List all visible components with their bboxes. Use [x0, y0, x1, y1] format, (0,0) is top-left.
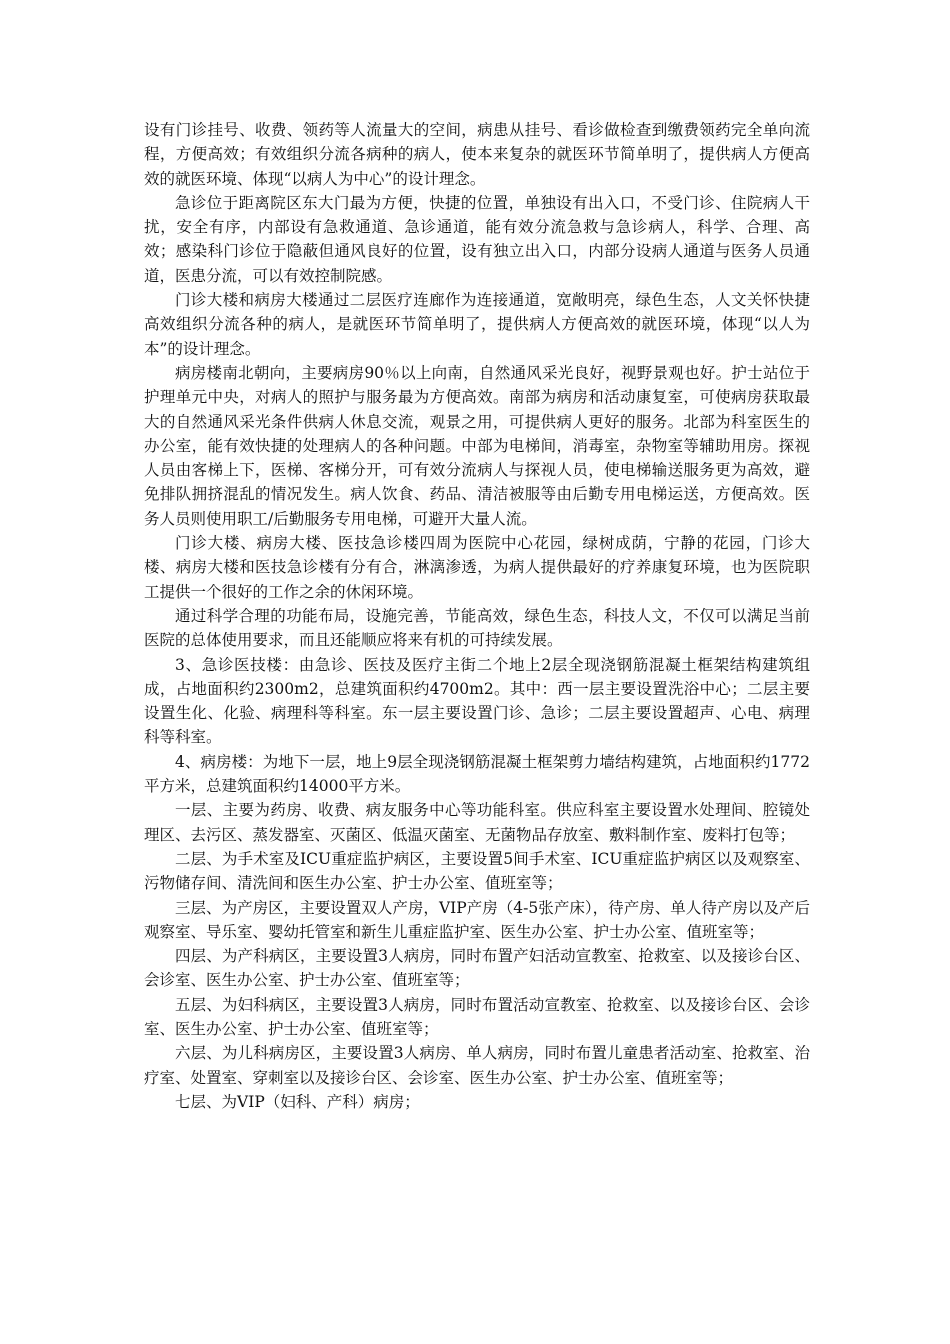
paragraph-3: 门诊大楼和病房大楼通过二层医疗连廊作为连接通道，宽敞明亮，绿色生态，人文关怀快捷高效组织分流各种的病人，是就医环节简单明了，提供病人方便高效的就医环境，体现“以人为本”的设计理念。 — [144, 291, 810, 358]
paragraph-11: 三层、为产房区，主要设置双人产房，VIP产房（4-5张产床），待产房、单人待产房以及产后观察室、导乐室、婴幼托管室和新生儿重症监护室、医生办公室、护士办公室、值班室等； — [144, 898, 810, 941]
paragraph-8: 4、病房楼：为地下一层，地上9层全现浇钢筋混凝土框架剪力墙结构建筑，占地面积约1772平方米，总建筑面积约14000平方米。 — [144, 752, 810, 796]
paragraph-13: 五层、为妇科病区，主要设置3人病房，同时布置活动宣教室、抢救室、以及接诊台区、会诊室、医生办公室、护士办公室、值班室等； — [144, 995, 810, 1038]
paragraph-5: 门诊大楼、病房大楼、医技急诊楼四周为医院中心花园，绿树成荫，宁静的花园，门诊大楼、病房大楼和医技急诊楼有分有合，淋漓渗透，为病人提供最好的疗养康复环境，也为医院职工提供一个很好的工作之余的休闲环境。 — [144, 534, 810, 601]
paragraph-2: 急诊位于距离院区东大门最为方便，快捷的位置，单独设有出入口，不受门诊、住院病人干扰，安全有序，内部设有急救通道、急诊通道，能有效分流急救与急诊病人，科学、合理、高效；感染科门诊位于隐蔽但通风良好的位置，设有独立出入口，内部分设病人通道与医务人员通道，医患分流，可以有效控制院感。 — [144, 193, 810, 285]
paragraph-1: 设有门诊挂号、收费、领药等人流量大的空间，病患从挂号、看诊做检查到缴费领药完全单向流程，方便高效；有效组织分流各病种的病人，使本来复杂的就医环节简单明了，提供病人方便高效的就医环境、体现“以病人为中心”的设计理念。 — [144, 121, 810, 188]
paragraph-4: 病房楼南北朝向，主要病房90％以上向南，自然通风采光良好，视野景观也好。护士站位于护理单元中央，对病人的照护与服务最为方便高效。南部为病房和活动康复室，可使病房获取最大的自然通风采光条件供病人休息交流，观景之用，可提供病人更好的服务。北部为科室医生的办公室，能有效快捷的处理病人的各种问题。中部为电梯间，消毒室，杂物室等辅助用房。探视人员由客梯上下，医梯、客梯分开，可有效分流病人与探视人员，使电梯输送服务更为高效，避免排队拥挤混乱的情况发生。病人饮食、药品、清洁被服等由后勤专用电梯运送，方便高效。医务人员则使用职工/后勤服务专用电梯，可避开大量人流。 — [144, 363, 810, 528]
paragraph-7: 3、急诊医技楼：由急诊、医技及医疗主街二个地上2层全现浇钢筋混凝土框架结构建筑组成，占地面积约2300m2，总建筑面积约4700m2。其中：西一层主要设置洗浴中心；二层主要设置生化、化验、病理科等科室。东一层主要设置门诊、急诊；二层主要设置超声、心电、病理科等科室。 — [144, 655, 810, 747]
paragraph-15: 七层、为VIP（妇科、产科）病房； — [175, 1092, 420, 1111]
paragraph-10: 二层、为手术室及ICU重症监护病区，主要设置5间手术室、ICU重症监护病区以及观察室、污物储存间、清洗间和医生办公室、护士办公室、值班室等； — [144, 849, 810, 893]
paragraph-6: 通过科学合理的功能布局，设施完善，节能高效，绿色生态，科技人文，不仅可以满足当前医院的总体使用要求，而且还能顺应将来有机的可持续发展。 — [144, 606, 810, 650]
paragraph-12: 四层、为产科病区，主要设置3人病房，同时布置产妇活动宣教室、抢救室、以及接诊台区、会诊室、医生办公室、护士办公室、值班室等； — [144, 947, 810, 990]
paragraph-14: 六层、为儿科病房区，主要设置3人病房、单人病房，同时布置儿童患者活动室、抢救室、治疗室、处置室、穿刺室以及接诊台区、会诊室、医生办公室、护士办公室、值班室等； — [144, 1044, 810, 1087]
paragraph-9: 一层、主要为药房、收费、病友服务中心等功能科室。供应科室主要设置水处理间、腔镜处理区、去污区、蒸发器室、灭菌区、低温灭菌室、无菌物品存放室、敷料制作室、废料打包等； — [144, 801, 810, 844]
document-page — [144, 118, 810, 1114]
